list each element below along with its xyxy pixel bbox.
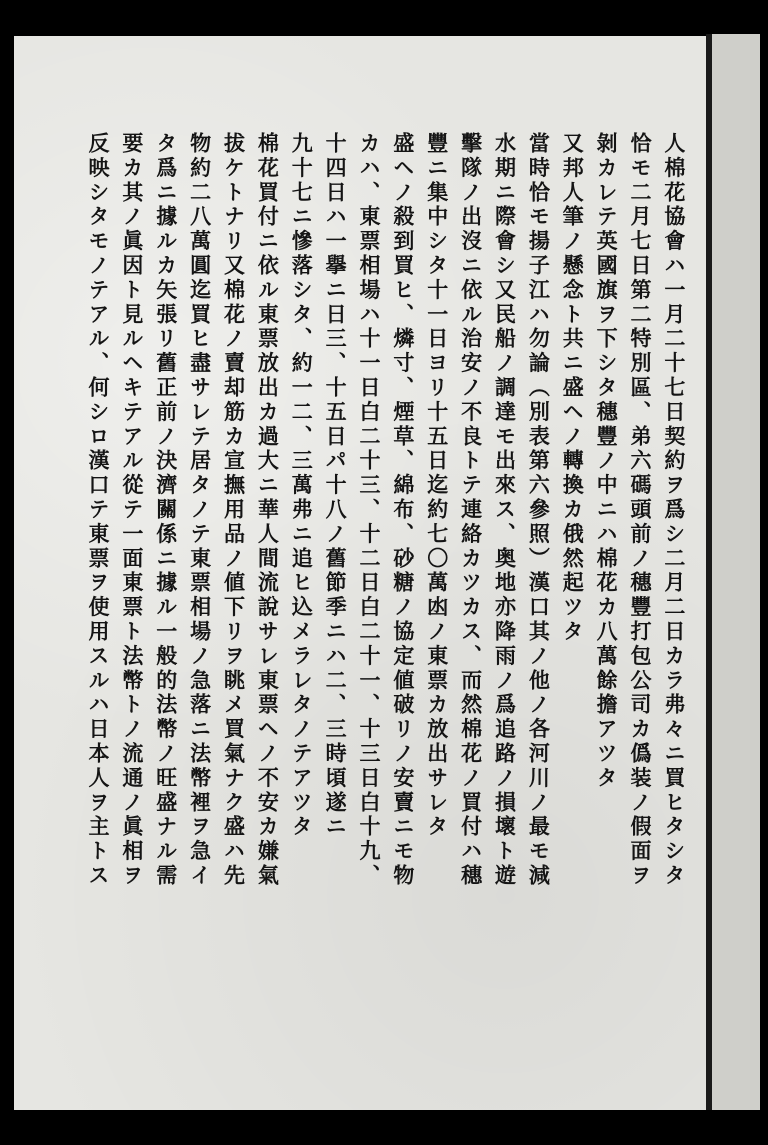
- text-column: 又邦人筆ノ懸念ト共ニ盛ヘノ轉換カ俄然起ツタ: [560, 132, 586, 645]
- text-column: 豐ニ集中シタ十一日ヨリ十五日迄約七〇萬凼ノ東票カ放出サレタ: [424, 132, 450, 840]
- text-column: 反映シタモノテアル、何シロ漢口テ東票ヲ使用スルハ日本人ヲ主トス: [86, 132, 111, 889]
- text-column: 人棉花協會ハ一月二十七日契約ヲ爲シ二月二日カラ弗々ニ買ヒタシタ: [661, 132, 687, 889]
- text-column: 物約二八萬圓迄買ヒ盡サレテ居タノテ東票相場ノ急落ニ法幣裡ヲ急イ: [187, 132, 213, 889]
- text-column: 擊隊ノ出沒ニ依ル治安ノ不良トテ連絡カツカス、而然棉花ノ買付ハ穗: [458, 132, 484, 889]
- text-column: 盛ヘノ殺到買ヒ、燐寸、煙草、綿布、砂糖ノ協定値破リノ安賣ニモ物: [390, 132, 416, 889]
- text-column: 要カ其ノ眞因ト見ルヘキテアル從テ一面東票ト法幣トノ流通ノ眞相ヲ: [119, 132, 145, 889]
- text-column: 恰モ二月七日第二特別區、弟六碼頭前ノ穗豐打包公司カ僞装ノ假面ヲ: [628, 132, 653, 889]
- text-column: 當時恰モ揚子江ハ勿論（別表第六參照）漢口其ノ他ノ各河川ノ最モ減: [526, 132, 552, 889]
- text-column: 剝カレテ英國旗ヲ下シタ穗豐ノ中ニハ棉花カ八萬餘擔アツタ: [594, 132, 620, 791]
- adjacent-page-edge: [706, 34, 760, 1110]
- vertical-text-body: [84, 132, 688, 1012]
- text-column: 九十七ニ慘落シタ、約一二、三萬弗ニ追ヒ込メラレタノテアツタ: [289, 132, 315, 840]
- text-column: 十四日ハ一擧ニ日三、十五日パ十八ノ舊節季ニハ二、三時頃遂ニ: [323, 132, 349, 840]
- text-column: カハ、東票相場ハ十一日白二十三、十二日白二十一、十三日白十九、: [357, 132, 382, 889]
- text-column: 棉花買付ニ依ル東票放出カ過大ニ華人間流說サレ東票ヘノ不安カ嫌氣: [255, 132, 281, 889]
- text-column: 水期ニ際會シ又民船ノ調達モ出來ス、奥地亦降雨ノ爲追路ノ損壞ト遊: [492, 132, 518, 889]
- text-column: タ爲ニ據ルカ矢張リ舊正前ノ決濟關係ニ據ル一般的法幣ノ旺盛ナル需: [153, 132, 179, 889]
- text-column: 拔ケトナリ又棉花ノ賣却筋カ宣撫用品ノ値下リヲ眺メ買氣ナク盛ハ先: [221, 132, 247, 889]
